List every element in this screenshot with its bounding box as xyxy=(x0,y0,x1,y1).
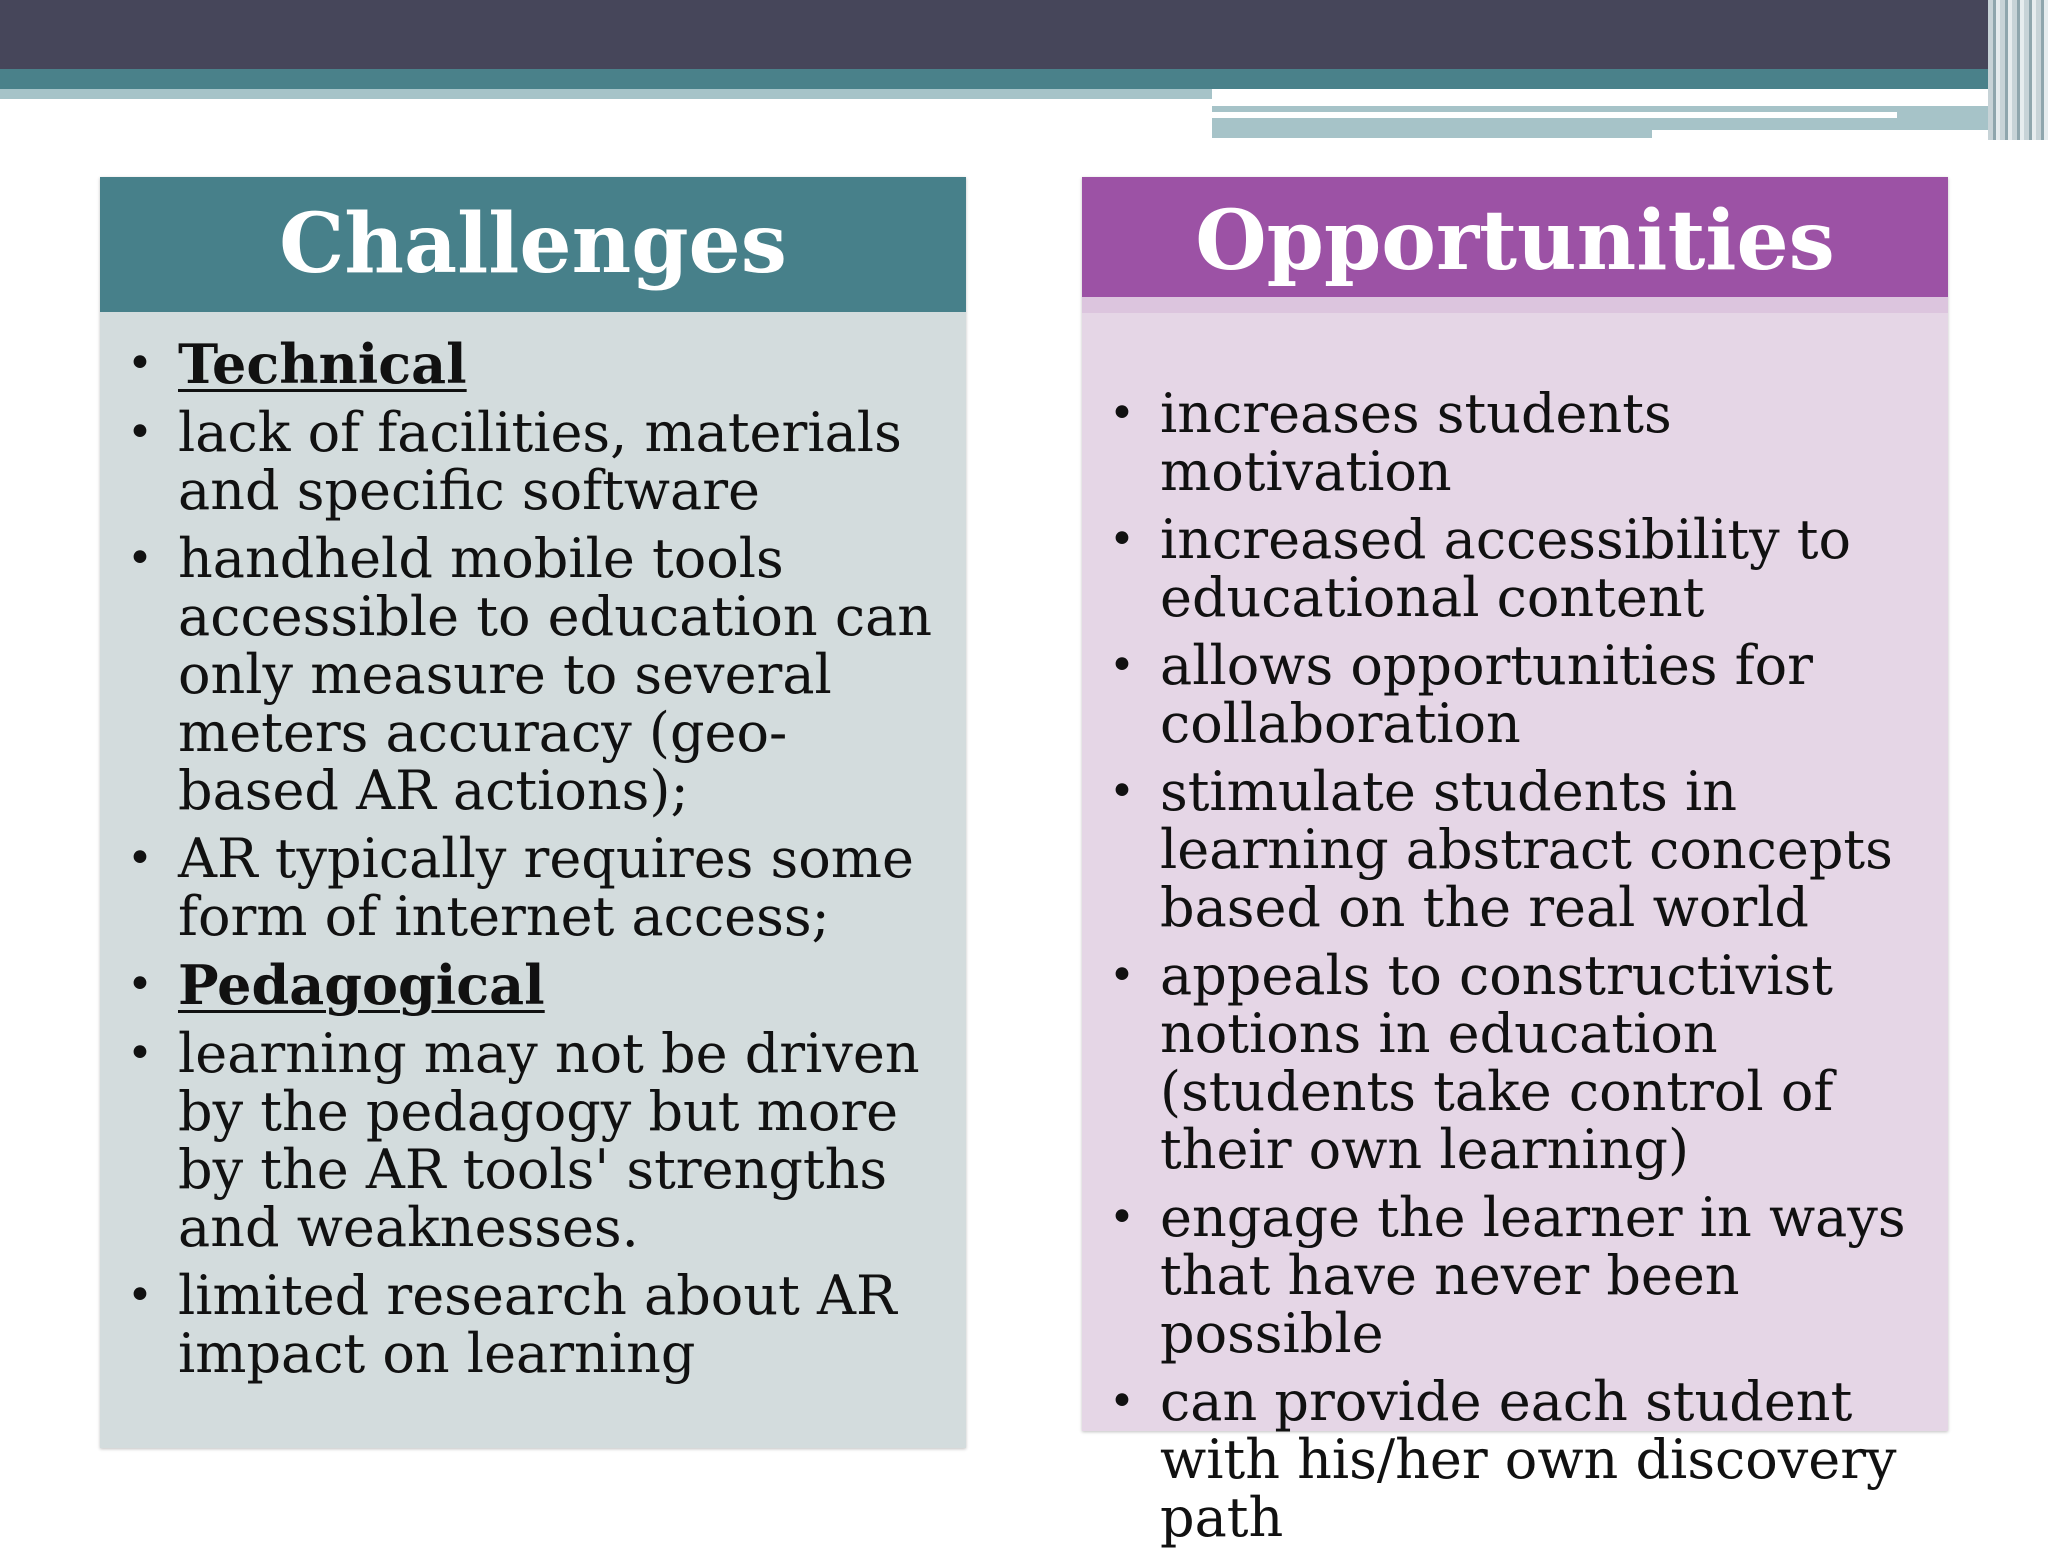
opportunities-list xyxy=(1109,382,1934,1557)
challenges-item: • learning may not be driven by the pedagogy but more by the AR tools' strengths and weaknesses. xyxy=(127,1025,947,1257)
challenges-panel xyxy=(100,177,966,1448)
slide-edge-decoration xyxy=(1988,0,2048,140)
challenges-item xyxy=(127,332,947,396)
challenges-item: • limited research about AR impact on learning xyxy=(127,1267,947,1383)
opportunities-item: • appeals to constructivist notions in education (students take control of their own learning) xyxy=(1109,947,1934,1179)
opportunities-panel xyxy=(1082,177,1948,1549)
opportunities-item: • stimulate students in learning abstract concepts based on the real world xyxy=(1109,763,1934,937)
challenges-heading-technical: Technical xyxy=(178,332,467,396)
opportunities-item: • increases students motivation xyxy=(1109,385,1934,501)
challenges-heading-pedagogical: Pedagogical xyxy=(178,953,545,1017)
slide-accent-stripe-light xyxy=(0,89,1212,99)
opportunities-item: • can provide each student with his/her own discovery path xyxy=(1109,1373,1934,1547)
opportunities-item: • increased accessibility to educational content xyxy=(1109,511,1934,627)
slide-top-bar xyxy=(0,0,2048,69)
slide-accent-line xyxy=(1212,112,1897,118)
challenges-item: • handheld mobile tools accessible to education can only measure to several meters accuracy (geo-based AR actions); xyxy=(127,530,947,820)
challenges-item: • lack of facilities, materials and specific software xyxy=(127,404,947,520)
slide-accent-line-short xyxy=(1652,130,2002,138)
opportunities-header-shadow xyxy=(1082,297,1948,313)
challenges-item xyxy=(127,953,947,1017)
opportunities-item: • allows opportunities for collaboration xyxy=(1109,637,1934,753)
opportunities-title: Opportunities xyxy=(1082,177,1948,297)
slide-accent-stripe xyxy=(0,69,1990,89)
challenges-item: • AR typically requires some form of internet access; xyxy=(127,830,947,946)
opportunities-item: • engage the learner in ways that have never been possible xyxy=(1109,1189,1934,1363)
challenges-title: Challenges xyxy=(100,177,966,312)
challenges-list xyxy=(127,332,947,1393)
